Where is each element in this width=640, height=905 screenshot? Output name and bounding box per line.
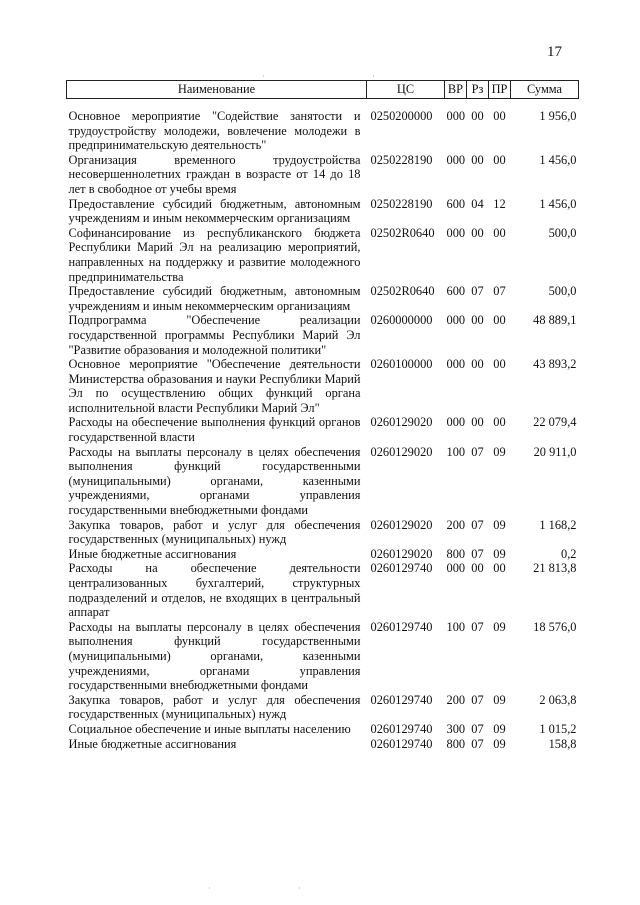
row-pr: 12: [493, 196, 506, 211]
row-vr: 200: [446, 692, 466, 707]
row-sum: 158,8: [548, 736, 577, 751]
row-pr: 09: [493, 546, 506, 561]
row-pr: 00: [493, 225, 506, 240]
row-rz: 07: [471, 546, 484, 561]
table-row: [67, 722, 579, 737]
row-name: Основное мероприятие "Обеспечение деятельности Министерства образования и науки Республики Марий Эл по осуществлению общих функций органа исполнительной власти Республики Марий Эл": [68, 357, 361, 415]
row-sum: 48 889,1: [533, 313, 577, 328]
row-name: Основное мероприятие "Содействие занятости и трудоустройству молодежи, вовлечение молодежи в предпринимательскую деятельность": [68, 109, 361, 153]
row-cs: 0260129020: [370, 415, 433, 430]
row-sum: 21 813,8: [533, 561, 577, 576]
row-name: Расходы на выплаты персоналу в целях обеспечения выполнения функций государственными (муниципальными) органами, казенными учреждениями, органами управления государственными внебюджетными фондами: [68, 444, 361, 518]
row-name: Расходы на обеспечение деятельности централизованных бухгалтерий, структурных подразделений и отделов, не входящих в центральный аппарат: [68, 561, 361, 620]
row-vr: 800: [446, 736, 466, 751]
row-name: Расходы на обеспечение выполнения функций органов государственной власти: [68, 415, 361, 445]
header-cs: ЦС: [367, 81, 445, 99]
row-vr: 200: [446, 517, 466, 532]
table-row: [67, 226, 579, 284]
row-rz: 07: [471, 692, 484, 707]
row-cs: 0260129740: [370, 692, 433, 707]
row-pr: 09: [493, 736, 506, 751]
row-pr: 00: [493, 357, 506, 372]
row-pr: 00: [493, 561, 506, 576]
row-vr: 000: [446, 313, 466, 328]
row-rz: 07: [471, 736, 484, 751]
row-vr: 000: [446, 225, 466, 240]
row-sum: 1 456,0: [539, 196, 577, 211]
scan-speck: ·: [372, 72, 375, 81]
table-row: [67, 547, 579, 562]
row-sum: 1 015,2: [539, 721, 577, 736]
row-cs: 0260129740: [370, 619, 433, 634]
row-rz: 00: [471, 225, 484, 240]
row-rz: 00: [471, 357, 484, 372]
row-sum: 18 576,0: [533, 619, 577, 634]
row-sum: 1 456,0: [539, 152, 577, 167]
table-row: [67, 415, 579, 444]
row-name: Подпрограмма "Обеспечение реализации государственной программы Республики Марий Эл "Развитие образования и молодежной политики": [68, 313, 361, 357]
row-name: Организация временного трудоустройства несовершеннолетних граждан в возрасте от 14 до 18 лет в свободное от учебы время: [68, 152, 361, 196]
table-row: [67, 197, 579, 226]
page-number: 17: [547, 44, 562, 60]
header-pr: ПР: [489, 81, 511, 99]
row-rz: 07: [471, 619, 484, 634]
row-rz: 07: [471, 721, 484, 736]
row-pr: 00: [493, 152, 506, 167]
row-cs: 0260129020: [370, 444, 433, 459]
row-cs: 02502R0640: [370, 225, 435, 240]
row-cs: 0260129740: [370, 736, 433, 751]
row-pr: 09: [493, 517, 506, 532]
table-row: [67, 99, 579, 153]
table-row: [67, 518, 579, 547]
row-cs: 02502R0640: [370, 284, 435, 299]
header-name: Наименование: [67, 81, 367, 99]
row-cs: 0250228190: [370, 152, 433, 167]
row-sum: 2 063,8: [539, 692, 577, 707]
table-row: [67, 153, 579, 197]
row-cs: 0260100000: [370, 357, 433, 372]
row-rz: 00: [471, 152, 484, 167]
row-rz: 07: [471, 284, 484, 299]
row-vr: 000: [446, 561, 466, 576]
row-vr: 600: [446, 284, 466, 299]
row-rz: 04: [471, 196, 484, 211]
row-cs: 0260129740: [370, 561, 433, 576]
row-name: Иные бюджетные ассигнования: [68, 546, 237, 561]
row-rz: 00: [471, 313, 484, 328]
row-cs: 0260129020: [370, 517, 433, 532]
row-name: Софинансирование из республиканского бюджета Республики Марий Эл на реализацию мероприятий, направленных на поддержку и развитие молодежного предпринимательства: [68, 225, 361, 284]
row-cs: 0250200000: [370, 109, 433, 123]
row-name: Предоставление субсидий бюджетным, автономным учреждениям и иным некоммерческим организациям: [68, 284, 361, 313]
row-sum: 0,2: [561, 546, 577, 561]
table-row: [67, 313, 579, 357]
row-vr: 000: [446, 415, 466, 430]
row-sum: 43 893,2: [533, 357, 577, 372]
table-header-row: [67, 81, 579, 99]
row-pr: 00: [493, 415, 506, 430]
row-vr: 100: [446, 619, 466, 634]
scan-speck: ·: [298, 884, 301, 893]
row-vr: 100: [446, 444, 466, 459]
header-rz: Рз: [467, 81, 489, 99]
row-name: Иные бюджетные ассигнования: [68, 736, 237, 751]
scan-speck: ·: [262, 72, 265, 81]
row-name: Закупка товаров, работ и услуг для обеспечения государственных (муниципальных) нужд: [68, 517, 361, 547]
row-sum: 1 956,0: [539, 109, 577, 123]
table-row: [67, 693, 579, 722]
row-cs: 0260129740: [370, 721, 433, 736]
row-vr: 000: [446, 152, 466, 167]
row-vr: 600: [446, 196, 466, 211]
row-pr: 09: [493, 721, 506, 736]
table-row: [67, 561, 579, 619]
row-rz: 07: [471, 444, 484, 459]
header-sum: Сумма: [511, 81, 579, 99]
table-row: [67, 284, 579, 313]
row-sum: 1 168,2: [539, 517, 577, 532]
row-sum: 22 079,4: [533, 415, 577, 430]
row-sum: 500,0: [548, 225, 577, 240]
row-vr: 800: [446, 546, 466, 561]
row-rz: 00: [471, 415, 484, 430]
row-name: Социальное обеспечение и иные выплаты населению: [68, 721, 351, 736]
row-name: Предоставление субсидий бюджетным, автономным учреждениям и иным некоммерческим организациям: [68, 196, 361, 226]
row-rz: 00: [471, 561, 484, 576]
table-row: [67, 620, 579, 693]
row-cs: 0260129020: [370, 546, 433, 561]
row-sum: 20 911,0: [533, 444, 577, 459]
row-name: Расходы на выплаты персоналу в целях обеспечения выполнения функций государственными (муниципальными) органами, казенными учреждениями, органами управления государственными внебюджетными фондами: [68, 619, 361, 693]
budget-table: [66, 80, 579, 751]
row-pr: 09: [493, 444, 506, 459]
row-rz: 00: [471, 109, 484, 123]
table-row: [67, 445, 579, 518]
row-cs: 0250228190: [370, 196, 433, 211]
table-row: [67, 737, 579, 752]
row-pr: 09: [493, 619, 506, 634]
row-sum: 500,0: [548, 284, 577, 299]
header-vr: ВР: [445, 81, 467, 99]
row-pr: 07: [493, 284, 506, 299]
table-row: [67, 357, 579, 415]
row-cs: 0260000000: [370, 313, 433, 328]
row-vr: 000: [446, 109, 466, 123]
scan-speck: ·: [208, 884, 211, 893]
row-vr: 300: [446, 721, 466, 736]
row-pr: 09: [493, 692, 506, 707]
row-name: Закупка товаров, работ и услуг для обеспечения государственных (муниципальных) нужд: [68, 692, 361, 722]
row-pr: 00: [493, 313, 506, 328]
row-pr: 00: [493, 109, 506, 123]
row-rz: 07: [471, 517, 484, 532]
row-vr: 000: [446, 357, 466, 372]
